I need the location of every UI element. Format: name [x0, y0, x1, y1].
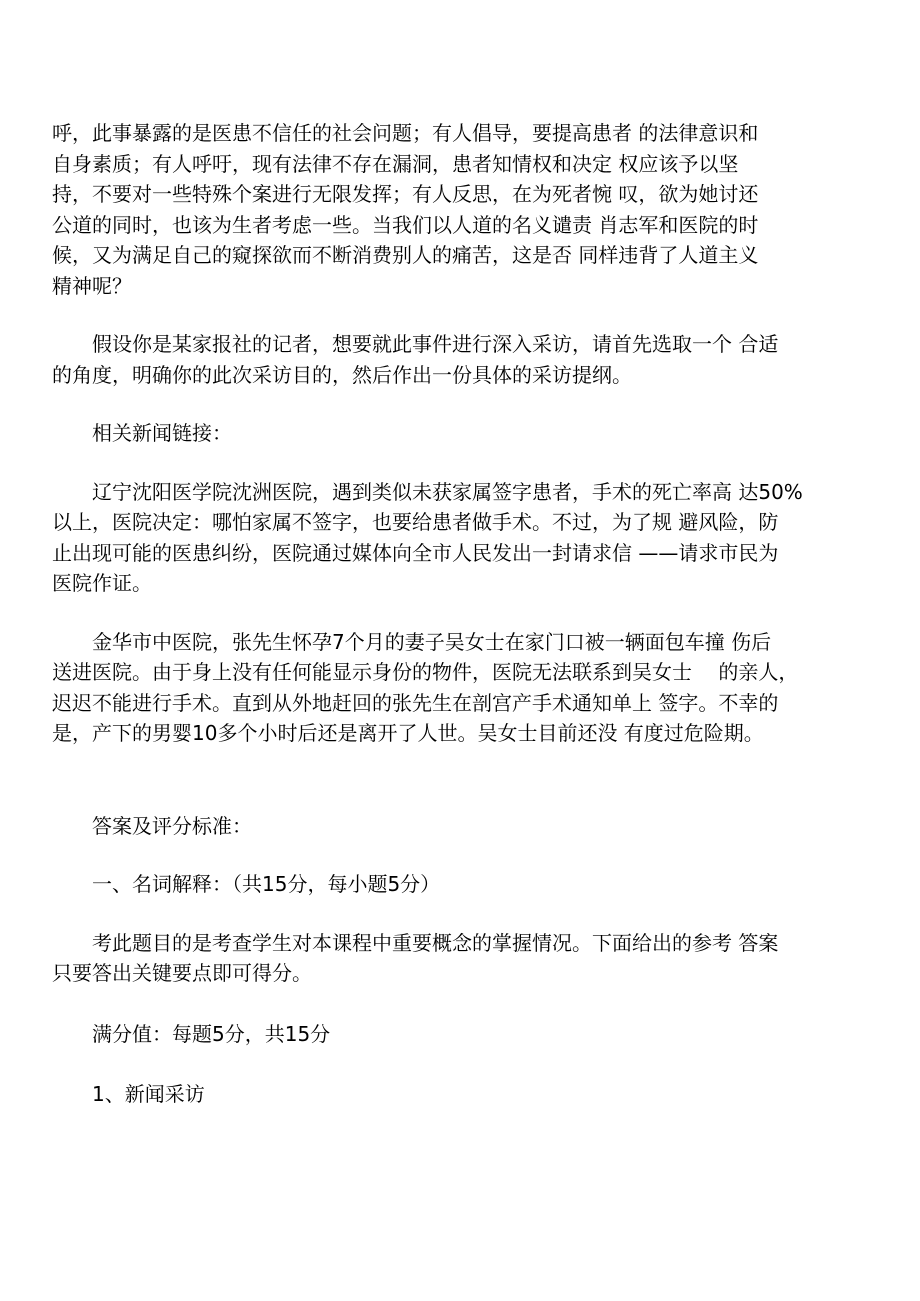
- text-line: 精神呢？: [52, 273, 132, 298]
- text-line: 满分值：每题5分，共15分: [92, 1021, 331, 1046]
- paragraph-item-one: [52, 1079, 882, 1110]
- text-line: 公道的同时，也该为生者考虑一些。当我们以人道的名义谴责 肖志军和医院的时: [52, 212, 759, 237]
- text-line: 迟迟不能进行手术。直到从外地赶回的张先生在剖宫产手术通知单上 签字。不幸的: [52, 690, 779, 715]
- text-line: 持，不要对一些特殊个案进行无限发挥；有人反思，在为死者惋 叹，欲为她讨还: [52, 182, 759, 206]
- paragraph-section-one-heading: [52, 869, 882, 900]
- paragraph-news-links-heading: [52, 418, 882, 449]
- text-line: 一、名词解释：（共15分，每小题5分）: [92, 872, 441, 896]
- text-line: 送进医院。由于身上没有任何能显示身份的物件，医院无法联系到吴女士 的亲人，: [52, 660, 799, 684]
- paragraph-full-score: [52, 1019, 882, 1050]
- text-line: 假设你是某家报社的记者，想要就此事件进行深入采访，请首先选取一个 合适: [92, 332, 779, 356]
- text-line: 只要答出关键要点即可得分。: [52, 961, 312, 985]
- paragraph-answers-heading: [52, 811, 882, 842]
- text-line: 相关新闻链接：: [92, 421, 232, 445]
- text-line: 止出现可能的医患纠纷，医院通过媒体向全市人民发出一封请求信 ——请求市民为: [52, 540, 779, 565]
- text-line: 1、新闻采访: [92, 1082, 205, 1106]
- paragraph-assignment: [52, 329, 882, 390]
- paragraph-news-jinhua: [52, 627, 882, 749]
- text-line: 以上，医院决定：哪怕家属不签字，也要给患者做手术。不过，为了规 避风险，防: [52, 510, 779, 534]
- text-line: 的角度，明确你的此次采访目的，然后作出一份具体的采访提纲。: [52, 362, 632, 387]
- text-line: 呼，此事暴露的是医患不信任的社会问题；有人倡导，要提高患者 的法律意识和: [52, 121, 759, 145]
- paragraph-news-shenyang: [52, 477, 882, 599]
- paragraph-continuation: [52, 118, 882, 301]
- text-line: 考此题目的是考查学生对本课程中重要概念的掌握情况。下面给出的参考 答案: [92, 930, 779, 955]
- text-line: 候，又为满足自己的窥探欲而不断消费别人的痛苦，这是否 同样违背了人道主义: [52, 243, 759, 267]
- text-line: 医院作证。: [52, 571, 152, 595]
- text-line: 自身素质；有人呼吁，现有法律不存在漏洞，患者知情权和决定 权应该予以坚: [52, 151, 739, 176]
- text-line: 答案及评分标准：: [92, 813, 252, 838]
- text-line: 辽宁沈阳医学院沈洲医院，遇到类似未获家属签字患者，手术的死亡率高 达50%: [92, 479, 803, 504]
- document-page: [52, 118, 882, 1110]
- text-line: 金华市中医院，张先生怀孕7个月的妻子吴女士在家门口被一辆面包车撞 伤后: [92, 629, 772, 654]
- paragraph-section-one-note: [52, 928, 882, 989]
- text-line: 是，产下的男婴10多个小时后还是离开了人世。吴女士目前还没 有度过危险期。: [52, 721, 764, 745]
